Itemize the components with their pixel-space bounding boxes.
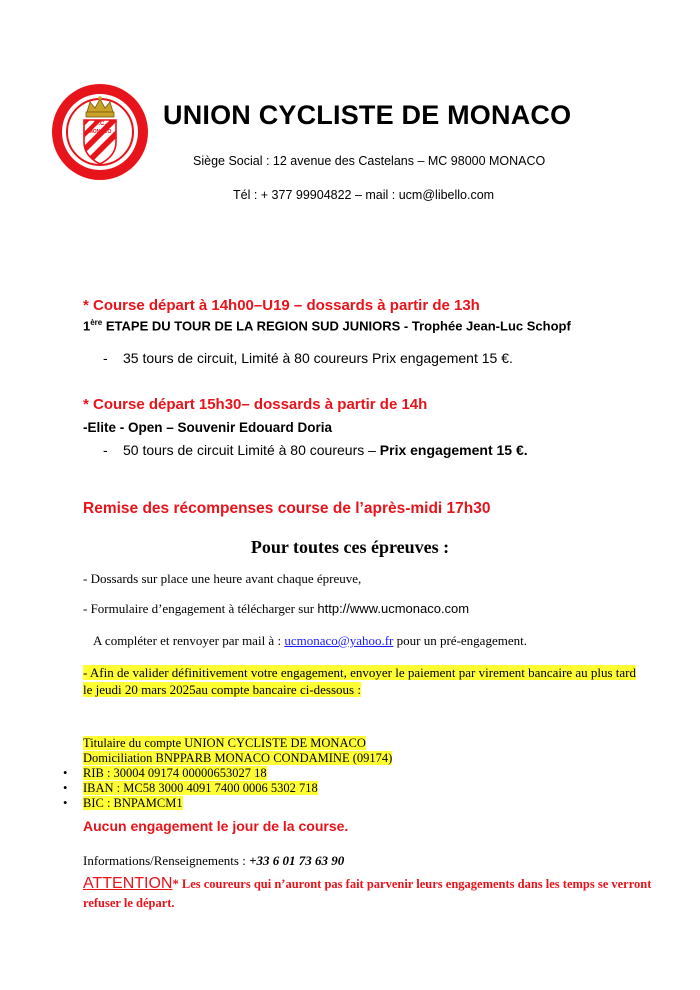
race1-detail	[103, 350, 513, 366]
bank-iban: IBAN : MC58 3000 4091 7400 0006 5302 718	[83, 781, 318, 795]
bank-list	[63, 766, 392, 811]
bank-domiciliation: Domiciliation BNPPARB MONACO CONDAMINE (09174)	[83, 751, 393, 765]
mail-note-prefix: A compléter et renvoyer par mail à :	[93, 633, 285, 648]
awards-line: Remise des récompenses course de l’après-midi 17h30	[83, 500, 491, 517]
race2-dash: -	[103, 442, 108, 458]
payment-note	[83, 664, 638, 698]
bank-details	[63, 736, 392, 811]
attention-text: * Les coureurs qui n’auront pas fait parvenir leurs engagements dans les temps se verront refuser le départ.	[83, 877, 652, 910]
bank-bic-item	[63, 796, 392, 811]
race1-dash: -	[103, 350, 108, 366]
bank-bic: BIC : BNPAMCM1	[83, 796, 183, 810]
attention-word: ATTENTION	[83, 875, 173, 892]
race2-detail-fee: Prix engagement 15 €.	[379, 442, 528, 458]
logo-text-uc: U.C.	[94, 121, 106, 127]
bank-rib: RIB : 30004 09174 00000653027 18	[83, 766, 267, 780]
race2-detail	[103, 442, 528, 458]
page-title: UNION CYCLISTE DE MONACO	[163, 100, 572, 130]
bank-rib-item	[63, 766, 392, 781]
attention-notice	[83, 874, 663, 913]
all-events-heading: Pour toutes ces épreuves :	[250, 537, 450, 557]
mail-note-suffix: pour un pré-engagement.	[393, 633, 527, 648]
mail-note	[93, 633, 527, 649]
race2-category: -Elite - Open – Souvenir Edouard Doria	[83, 420, 333, 435]
race2-detail-text: 50 tours de circuit Limité à 80 coureurs –	[123, 442, 380, 458]
address-line: Siège Social : 12 avenue des Castelans – MC 98000 MONACO	[193, 154, 546, 168]
bibs-note: - Dossards sur place une heure avant chaque épreuve,	[83, 571, 362, 586]
form-note	[83, 601, 469, 617]
race1-stage	[83, 318, 571, 333]
race1-detail-text: 35 tours de circuit, Limité à 80 coureurs Prix engagement 15 €.	[123, 350, 513, 366]
race2-heading: * Course départ 15h30– dossards à partir de 14h	[83, 396, 428, 413]
email-link[interactable]: ucmonaco@yahoo.fr	[284, 633, 394, 648]
race1-stage-text: ETAPE DU TOUR DE LA REGION SUD JUNIORS - Trophée Jean-Luc Schopf	[102, 318, 571, 334]
no-entry-notice: Aucun engagement le jour de la course.	[83, 818, 349, 834]
contact-line: Tél : + 377 99904822 – mail : ucm@libello.com	[233, 188, 495, 202]
info-phone: +33 6 01 73 63 90	[249, 853, 345, 868]
race1-stage-sup: ère	[90, 318, 103, 327]
bank-iban-item	[63, 781, 392, 796]
payment-note-text: - Afin de valider définitivement votre engagement, envoyer le paiement par virement bancaire au plus tard le jeudi 20 mars 2025au compte bancaire ci-dessous :	[83, 665, 637, 697]
info-label: Informations/Renseignements :	[83, 853, 250, 868]
club-logo	[50, 82, 150, 182]
form-note-prefix: - Formulaire d’engagement à télécharger sur	[83, 601, 318, 616]
bank-domiciliation-row	[63, 751, 392, 766]
race1-heading: * Course départ à 14h00–U19 – dossards à partir de 13h	[83, 297, 480, 314]
form-url: http://www.ucmonaco.com	[317, 601, 470, 616]
bank-holder-row	[63, 736, 392, 751]
bank-holder: Titulaire du compte UNION CYCLISTE DE MONACO	[83, 736, 366, 750]
logo-text-monaco: MONACO	[88, 129, 112, 135]
info-line	[83, 853, 344, 869]
race1-stage-num: 1	[83, 318, 91, 334]
